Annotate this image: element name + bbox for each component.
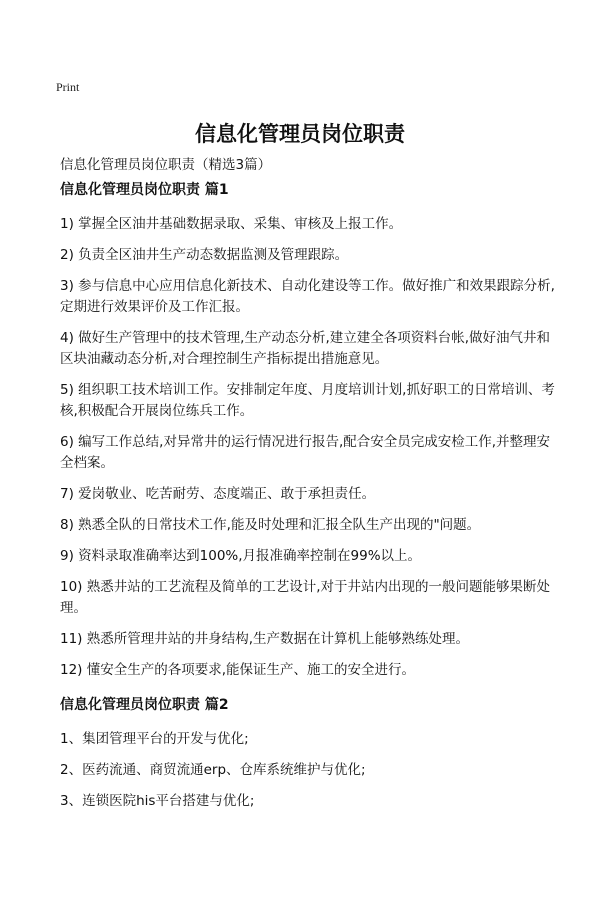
duty-item-3: 3) 参与信息中心应用信息化新技术、自动化建设等工作。做好推广和效果跟踪分析,定期进行效果评价及工作汇报。	[60, 278, 555, 315]
duty-item-8: 8) 熟悉全队的日常技术工作,能及时处理和汇报全队生产出现的"问题。	[60, 517, 481, 533]
duty-item-5: 5) 组织职工技术培训工作。安排制定年度、月度培训计划,抓好职工的日常培训、考核,积极配合开展岗位练兵工作。	[60, 382, 555, 419]
duty-item-12: 12) 懂安全生产的各项要求,能保证生产、施工的安全进行。	[60, 662, 416, 678]
document-body	[60, 180, 560, 822]
duty-item-9: 9) 资料录取准确率达到100%,月报准确率控制在99%以上。	[60, 548, 422, 564]
section-heading-1: 信息化管理员岗位职责 篇1	[60, 182, 229, 198]
duty-item-2-1: 1、集团管理平台的开发与优化;	[60, 731, 249, 747]
duty-item-2: 2) 负责全区油井生产动态数据监测及管理跟踪。	[60, 247, 349, 263]
duty-item-6: 6) 编写工作总结,对异常井的运行情况进行报告,配合安全员完成安检工作,并整理安全档案。	[60, 434, 551, 471]
duty-item-4: 4) 做好生产管理中的技术管理,生产动态分析,建立建全各项资料台帐,做好油气井和区块油藏动态分析,对合理控制生产指标提出措施意见。	[60, 330, 551, 367]
duty-item-11: 11) 熟悉所管理井站的井身结构,生产数据在计算机上能够熟练处理。	[60, 631, 470, 647]
duty-item-10: 10) 熟悉井站的工艺流程及简单的工艺设计,对于井站内出现的一般问题能够果断处理。	[60, 579, 551, 616]
duty-item-2-2: 2、医药流通、商贸流通erp、仓库系统维护与优化;	[60, 762, 366, 778]
duty-item-2-3: 3、连锁医院his平台搭建与优化;	[60, 793, 255, 809]
section-heading-2: 信息化管理员岗位职责 篇2	[60, 697, 229, 713]
print-link[interactable]: Print	[56, 80, 80, 94]
duty-item-7: 7) 爱岗敬业、吃苦耐劳、态度端正、敢于承担责任。	[60, 486, 376, 502]
duty-item-1: 1) 掌握全区油井基础数据录取、采集、审核及上报工作。	[60, 216, 403, 232]
page-title: 信息化管理员岗位职责	[195, 122, 405, 146]
subtitle: 信息化管理员岗位职责（精选3篇）	[60, 157, 272, 173]
